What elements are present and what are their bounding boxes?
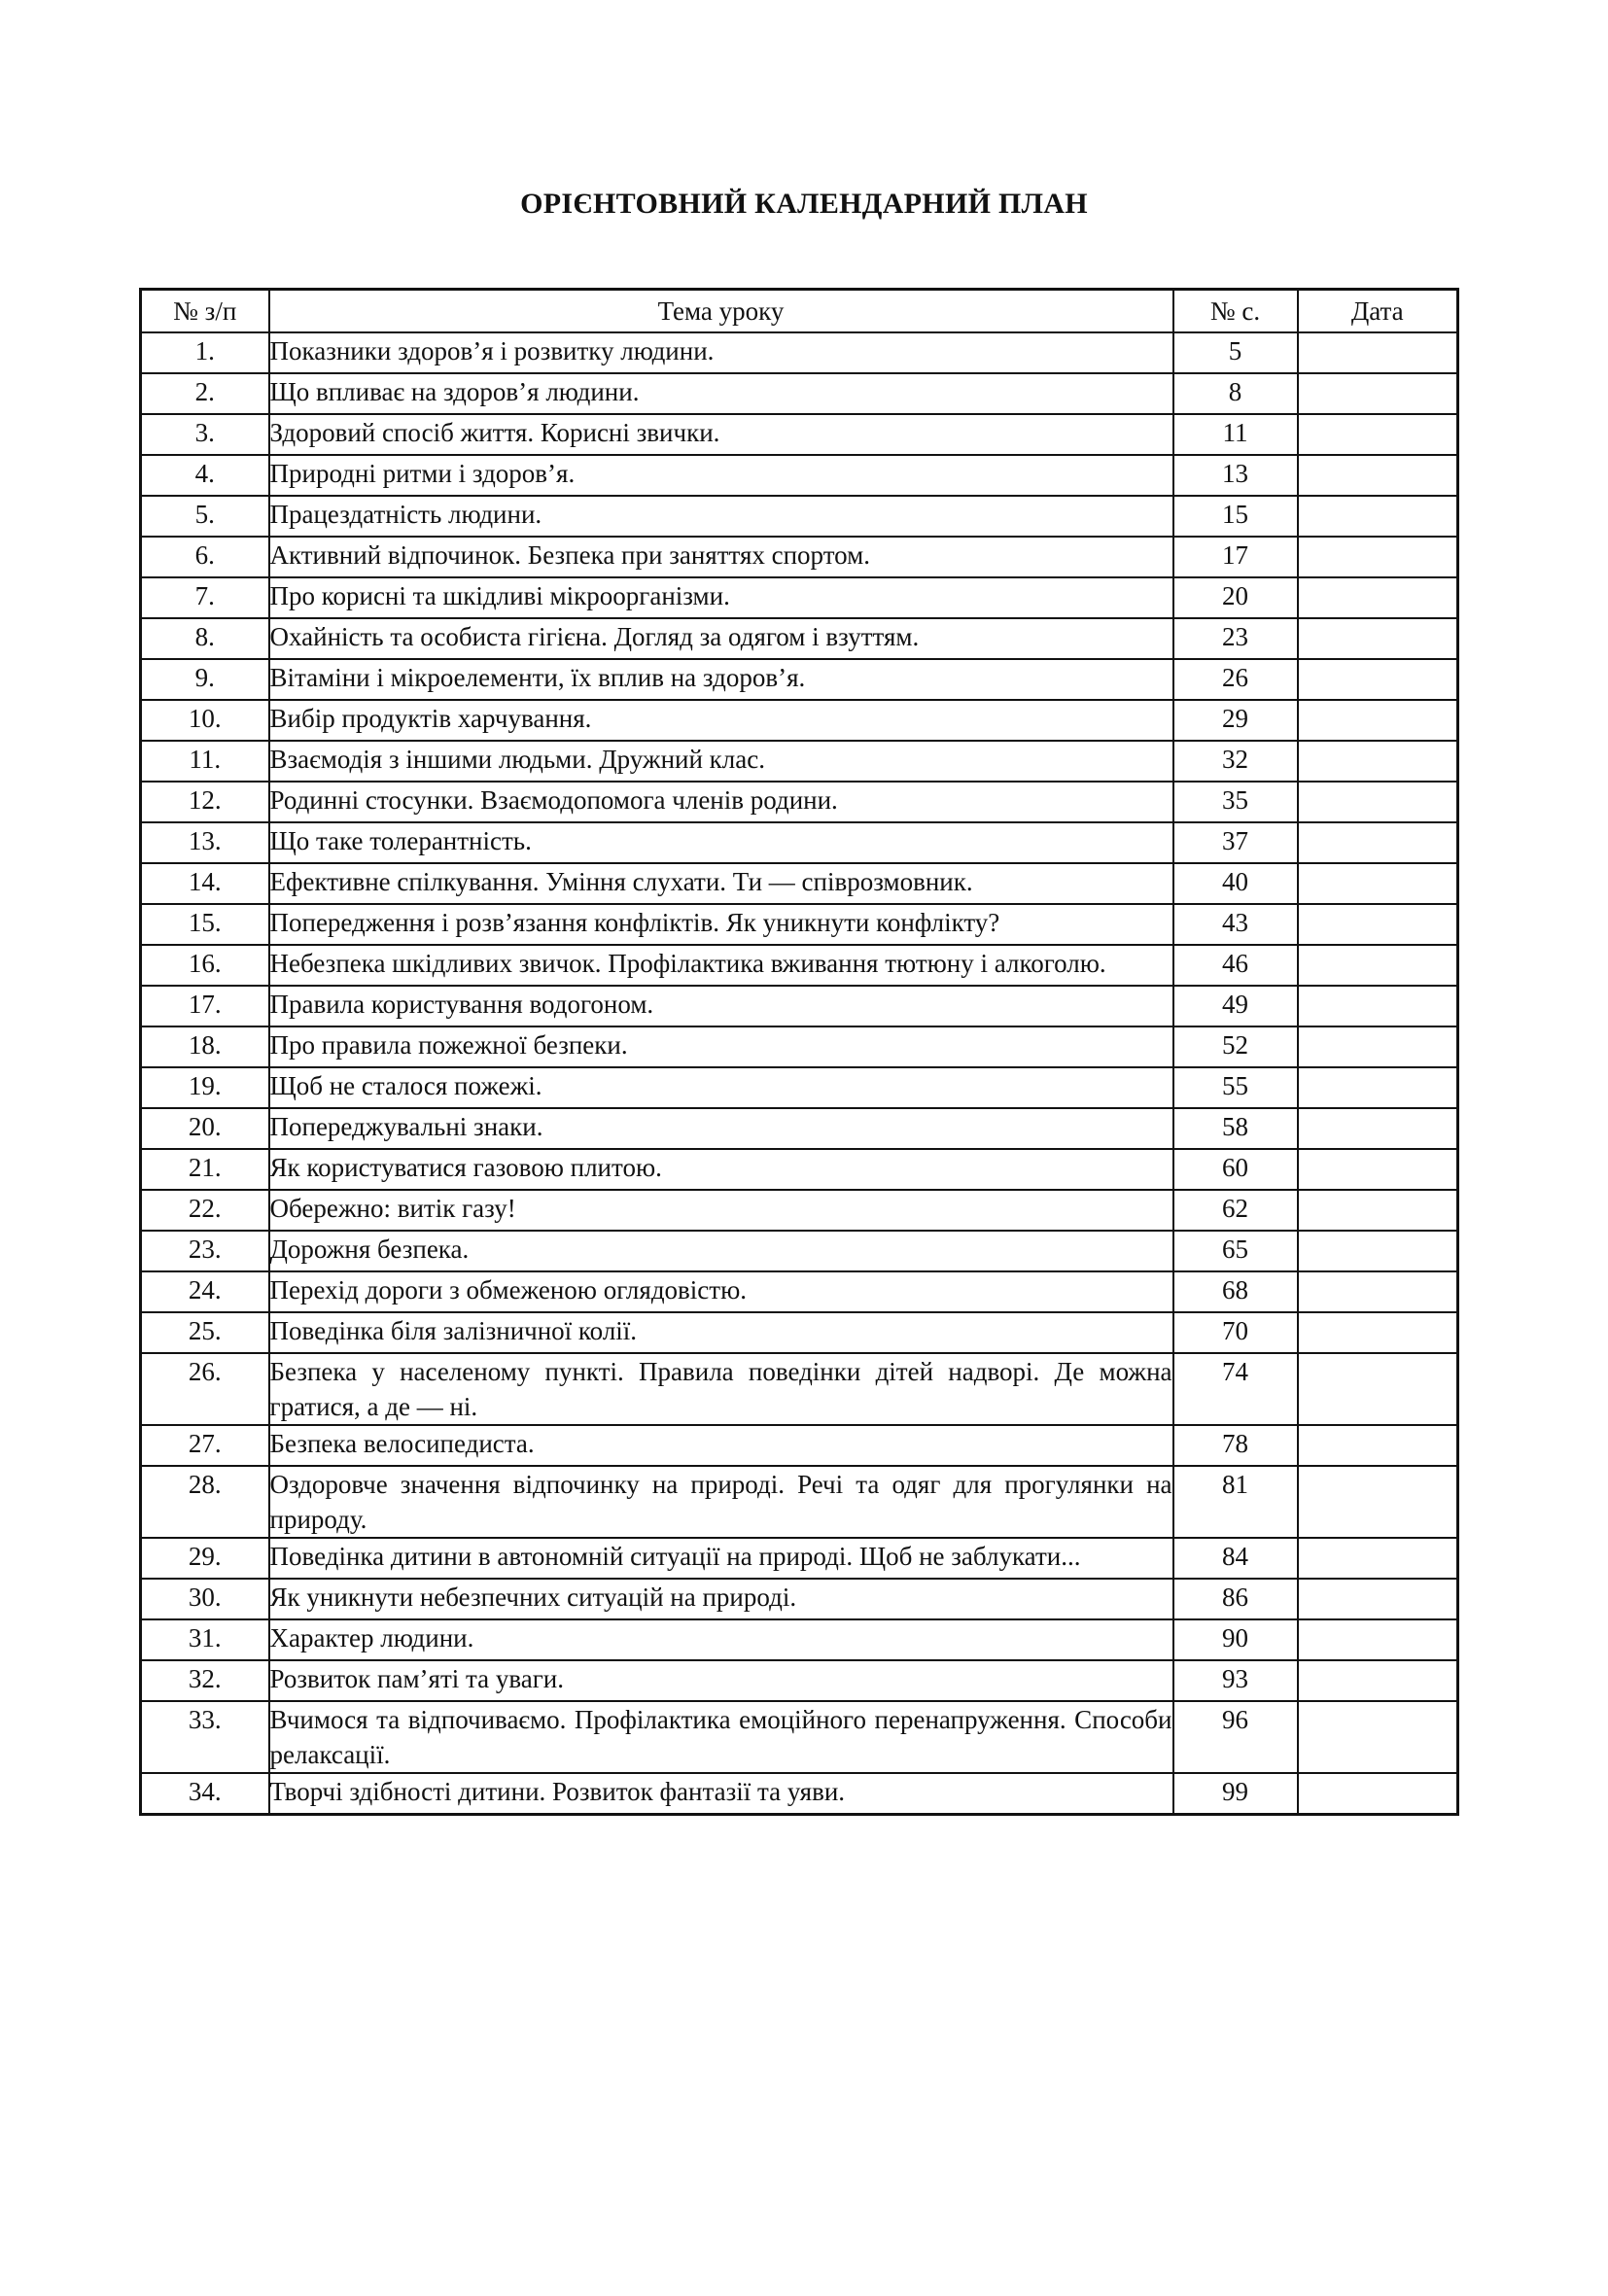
row-date (1298, 1312, 1458, 1353)
row-number: 15. (141, 904, 269, 945)
row-page: 84 (1173, 1538, 1298, 1579)
row-topic: Вчимося та відпочиваємо. Профілактика емоційного перенапруження. Способи релаксації. (269, 1701, 1173, 1773)
row-date (1298, 414, 1458, 455)
row-page: 40 (1173, 863, 1298, 904)
row-page: 81 (1173, 1466, 1298, 1538)
row-topic: Ефективне спілкування. Уміння слухати. Ти — співрозмовник. (269, 863, 1173, 904)
table-row (141, 904, 1458, 945)
row-topic: Активний відпочинок. Безпека при заняттях спортом. (269, 537, 1173, 577)
row-number: 29. (141, 1538, 269, 1579)
row-topic: Щоб не сталося пожежі. (269, 1067, 1173, 1108)
row-number: 27. (141, 1425, 269, 1466)
row-topic: Здоровий спосіб життя. Корисні звички. (269, 414, 1173, 455)
table-row (141, 373, 1458, 414)
row-number: 10. (141, 700, 269, 741)
row-topic: Що впливає на здоров’я людини. (269, 373, 1173, 414)
row-number: 4. (141, 455, 269, 496)
row-page: 99 (1173, 1773, 1298, 1815)
header-page: № с. (1173, 290, 1298, 333)
row-page: 62 (1173, 1190, 1298, 1231)
row-page: 13 (1173, 455, 1298, 496)
row-date (1298, 1466, 1458, 1538)
row-page: 43 (1173, 904, 1298, 945)
table-row (141, 1466, 1458, 1538)
row-topic: Характер людини. (269, 1619, 1173, 1660)
row-number: 11. (141, 741, 269, 782)
row-page: 60 (1173, 1149, 1298, 1190)
row-topic: Показники здоров’я і розвитку людини. (269, 332, 1173, 373)
row-topic: Безпека у населеному пункті. Правила поведінки дітей надворі. Де можна гратися, а де — ні. (269, 1353, 1173, 1425)
row-date (1298, 659, 1458, 700)
row-number: 21. (141, 1149, 269, 1190)
row-date (1298, 496, 1458, 537)
row-date (1298, 741, 1458, 782)
row-topic: Небезпека шкідливих звичок. Профілактика вживання тютюну і алкоголю. (269, 945, 1173, 986)
table-row (141, 782, 1458, 822)
row-number: 6. (141, 537, 269, 577)
row-date (1298, 373, 1458, 414)
row-date (1298, 1773, 1458, 1815)
table-row (141, 1579, 1458, 1619)
row-topic: Перехід дороги з обмеженою оглядовістю. (269, 1271, 1173, 1312)
table-row (141, 863, 1458, 904)
row-page: 5 (1173, 332, 1298, 373)
row-page: 65 (1173, 1231, 1298, 1271)
row-topic: Попередження і розв’язання конфліктів. Як уникнути конфлікту? (269, 904, 1173, 945)
row-page: 17 (1173, 537, 1298, 577)
table-row (141, 618, 1458, 659)
row-topic: Як уникнути небезпечних ситуацій на природі. (269, 1579, 1173, 1619)
table-row (141, 1108, 1458, 1149)
row-page: 35 (1173, 782, 1298, 822)
row-number: 17. (141, 986, 269, 1026)
row-topic: Працездатність людини. (269, 496, 1173, 537)
row-date (1298, 1067, 1458, 1108)
row-topic: Поведінка біля залізничної колії. (269, 1312, 1173, 1353)
row-page: 32 (1173, 741, 1298, 782)
page-title: ОРІЄНТОВНИЙ КАЛЕНДАРНИЙ ПЛАН (520, 188, 1088, 220)
row-date (1298, 1026, 1458, 1067)
table-row (141, 1773, 1458, 1815)
table-row (141, 414, 1458, 455)
table-row (141, 1660, 1458, 1701)
row-number: 33. (141, 1701, 269, 1773)
row-page: 20 (1173, 577, 1298, 618)
table-row (141, 332, 1458, 373)
row-number: 8. (141, 618, 269, 659)
table-header-row (141, 290, 1458, 333)
row-page: 11 (1173, 414, 1298, 455)
row-page: 52 (1173, 1026, 1298, 1067)
row-date (1298, 1149, 1458, 1190)
row-number: 7. (141, 577, 269, 618)
table-row (141, 577, 1458, 618)
row-number: 25. (141, 1312, 269, 1353)
row-topic: Природні ритми і здоров’я. (269, 455, 1173, 496)
row-page: 26 (1173, 659, 1298, 700)
row-number: 26. (141, 1353, 269, 1425)
row-topic: Дорожня безпека. (269, 1231, 1173, 1271)
table-body (141, 332, 1458, 1815)
header-num: № з/п (141, 290, 269, 333)
row-date (1298, 945, 1458, 986)
row-date (1298, 1190, 1458, 1231)
table-row (141, 822, 1458, 863)
table-row (141, 1231, 1458, 1271)
row-topic: Безпека велосипедиста. (269, 1425, 1173, 1466)
row-topic: Про корисні та шкідливі мікроорганізми. (269, 577, 1173, 618)
row-date (1298, 537, 1458, 577)
table-row (141, 1312, 1458, 1353)
row-number: 28. (141, 1466, 269, 1538)
table-row (141, 1271, 1458, 1312)
table-row (141, 700, 1458, 741)
table-row (141, 1425, 1458, 1466)
table-row (141, 1190, 1458, 1231)
table-row (141, 741, 1458, 782)
table-row (141, 496, 1458, 537)
table-row (141, 1026, 1458, 1067)
header-date: Дата (1298, 290, 1458, 333)
row-page: 46 (1173, 945, 1298, 986)
row-number: 20. (141, 1108, 269, 1149)
row-topic: Розвиток пам’яті та уваги. (269, 1660, 1173, 1701)
header-topic: Тема уроку (269, 290, 1173, 333)
row-number: 30. (141, 1579, 269, 1619)
row-number: 13. (141, 822, 269, 863)
row-number: 1. (141, 332, 269, 373)
row-date (1298, 1231, 1458, 1271)
row-topic: Про правила пожежної безпеки. (269, 1026, 1173, 1067)
row-date (1298, 904, 1458, 945)
calendar-plan-table (139, 288, 1459, 1816)
row-date (1298, 332, 1458, 373)
row-topic: Творчі здібності дитини. Розвиток фантазії та уяви. (269, 1773, 1173, 1815)
row-number: 3. (141, 414, 269, 455)
row-number: 19. (141, 1067, 269, 1108)
row-date (1298, 1538, 1458, 1579)
table-row (141, 455, 1458, 496)
row-number: 14. (141, 863, 269, 904)
row-number: 34. (141, 1773, 269, 1815)
row-topic: Як користуватися газовою плитою. (269, 1149, 1173, 1190)
row-date (1298, 822, 1458, 863)
row-number: 24. (141, 1271, 269, 1312)
row-date (1298, 986, 1458, 1026)
table-row (141, 537, 1458, 577)
row-topic: Вітаміни і мікроелементи, їх вплив на здоров’я. (269, 659, 1173, 700)
row-number: 18. (141, 1026, 269, 1067)
row-date (1298, 577, 1458, 618)
table-row (141, 1701, 1458, 1773)
row-number: 16. (141, 945, 269, 986)
table-row (141, 1149, 1458, 1190)
table-row (141, 1538, 1458, 1579)
row-date (1298, 1353, 1458, 1425)
row-date (1298, 1271, 1458, 1312)
row-date (1298, 700, 1458, 741)
row-page: 68 (1173, 1271, 1298, 1312)
row-topic: Родинні стосунки. Взаємодопомога членів родини. (269, 782, 1173, 822)
row-date (1298, 782, 1458, 822)
row-page: 58 (1173, 1108, 1298, 1149)
table-row (141, 1353, 1458, 1425)
row-page: 78 (1173, 1425, 1298, 1466)
table-row (141, 1067, 1458, 1108)
row-page: 86 (1173, 1579, 1298, 1619)
row-topic: Вибір продуктів харчування. (269, 700, 1173, 741)
row-page: 74 (1173, 1353, 1298, 1425)
row-date (1298, 1619, 1458, 1660)
row-topic: Оздоровче значення відпочинку на природі. Речі та одяг для прогулянки на природу. (269, 1466, 1173, 1538)
row-number: 5. (141, 496, 269, 537)
row-page: 49 (1173, 986, 1298, 1026)
row-number: 32. (141, 1660, 269, 1701)
row-page: 96 (1173, 1701, 1298, 1773)
row-topic: Правила користування водогоном. (269, 986, 1173, 1026)
row-topic: Охайність та особиста гігієна. Догляд за одягом і взуттям. (269, 618, 1173, 659)
row-topic: Попереджувальні знаки. (269, 1108, 1173, 1149)
row-page: 37 (1173, 822, 1298, 863)
row-date (1298, 1660, 1458, 1701)
row-date (1298, 1425, 1458, 1466)
row-date (1298, 455, 1458, 496)
row-date (1298, 618, 1458, 659)
row-date (1298, 1579, 1458, 1619)
row-number: 12. (141, 782, 269, 822)
row-number: 22. (141, 1190, 269, 1231)
row-number: 23. (141, 1231, 269, 1271)
table-row (141, 1619, 1458, 1660)
row-page: 93 (1173, 1660, 1298, 1701)
row-topic: Взаємодія з іншими людьми. Дружний клас. (269, 741, 1173, 782)
row-page: 8 (1173, 373, 1298, 414)
row-number: 31. (141, 1619, 269, 1660)
row-topic: Поведінка дитини в автономній ситуації на природі. Щоб не заблукати... (269, 1538, 1173, 1579)
row-page: 70 (1173, 1312, 1298, 1353)
row-page: 15 (1173, 496, 1298, 537)
row-page: 29 (1173, 700, 1298, 741)
row-page: 55 (1173, 1067, 1298, 1108)
table-row (141, 945, 1458, 986)
row-date (1298, 863, 1458, 904)
row-number: 9. (141, 659, 269, 700)
row-date (1298, 1701, 1458, 1773)
row-number: 2. (141, 373, 269, 414)
table-row (141, 986, 1458, 1026)
row-topic: Що таке толерантність. (269, 822, 1173, 863)
row-page: 23 (1173, 618, 1298, 659)
table-row (141, 659, 1458, 700)
row-topic: Обережно: витік газу! (269, 1190, 1173, 1231)
row-page: 90 (1173, 1619, 1298, 1660)
row-date (1298, 1108, 1458, 1149)
